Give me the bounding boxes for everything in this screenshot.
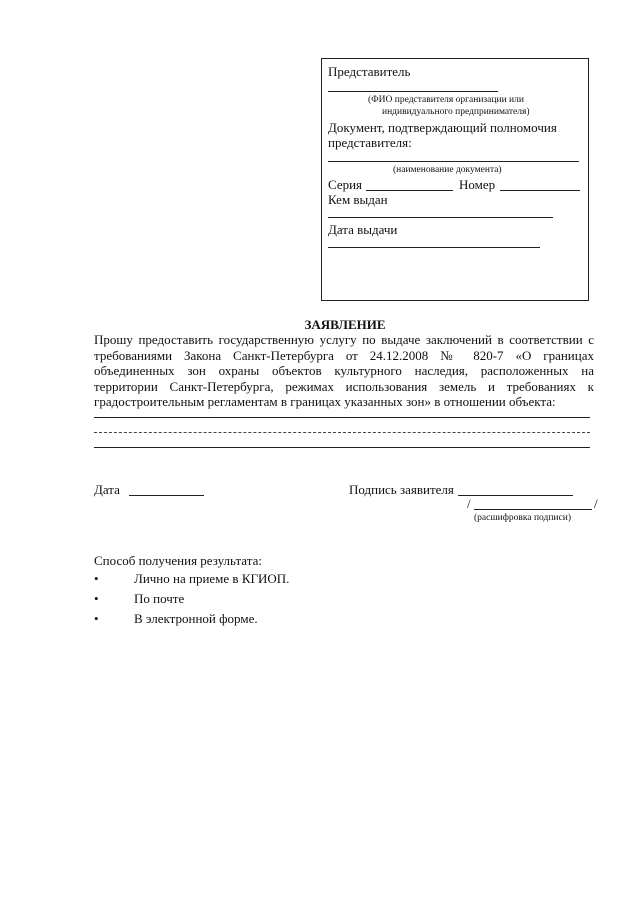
document-name-caption: (наименование документа) <box>393 165 502 175</box>
signature-field-line[interactable] <box>458 495 573 496</box>
decipher-field-line[interactable] <box>474 509 592 510</box>
decipher-slash-left: / <box>467 496 471 511</box>
date-label: Дата <box>94 482 120 497</box>
statement-body: Прошу предоставить государственную услугу по выдаче заключений в соответствии с требованиями Закона Санкт-Петербурга от 24.12.2008 № 820-7 «О границах объединенных зон охраны объектов культурного наследия, расположенных на территории Санкт-Петербурга, режимах использования земель и требованиях к градостроительным регламентам в границах указанных зон» в отношении объекта: <box>94 332 594 409</box>
statement-title: ЗАЯВЛЕНИЕ <box>304 317 386 332</box>
authority-doc-label-cont: представителя: <box>328 135 412 150</box>
fio-caption-line-1: (ФИО представителя организации или <box>368 95 524 105</box>
series-label: Серия <box>328 177 363 192</box>
result-option-label: По почте <box>134 591 185 606</box>
issued-by-line[interactable] <box>328 217 553 218</box>
signature-label: Подпись заявителя <box>349 482 454 497</box>
issue-date-line[interactable] <box>328 247 540 248</box>
number-label: Номер <box>459 177 496 192</box>
number-field-line[interactable] <box>500 190 580 191</box>
issued-by-label: Кем выдан <box>328 192 388 207</box>
result-method-heading: Способ получения результата: <box>94 553 262 568</box>
result-option-label: В электронной форме. <box>134 611 258 626</box>
result-option-label: Лично на приеме в КГИОП. <box>134 571 290 586</box>
bullet-icon: • <box>94 591 99 606</box>
decipher-slash-right: / <box>594 496 598 511</box>
bullet-icon: • <box>94 571 99 586</box>
series-field-line[interactable] <box>366 190 453 191</box>
bullet-icon: • <box>94 611 99 626</box>
decipher-caption: (расшифровка подписи) <box>474 513 571 523</box>
fio-caption-line-2: индивидуального предпринимателя) <box>382 107 530 117</box>
date-field-line[interactable] <box>129 495 204 496</box>
representative-name-line[interactable] <box>328 91 498 92</box>
object-line-2[interactable] <box>94 432 590 433</box>
object-line-1[interactable] <box>94 417 590 418</box>
document-name-line[interactable] <box>328 161 579 162</box>
authority-doc-label: Документ, подтверждающий полномочия <box>328 120 557 135</box>
representative-label: Представитель <box>328 64 411 79</box>
issue-date-label: Дата выдачи <box>328 222 398 237</box>
object-line-3[interactable] <box>94 447 590 448</box>
